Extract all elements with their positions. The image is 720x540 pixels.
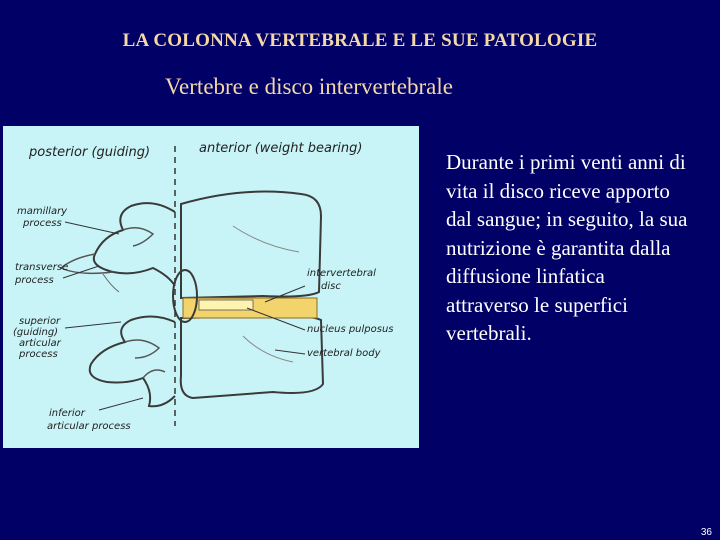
vertebra-drawing: [3, 126, 419, 448]
lower-posterior-elements: [90, 316, 175, 406]
label-inferior-articular: inferior articular process: [47, 408, 131, 432]
label-mamillary: mamillary process: [17, 206, 68, 229]
label-intervertebral-disc: intervertebral disc: [307, 268, 376, 292]
label-vertebral-body: vertebral body: [307, 348, 381, 359]
nucleus-pulposus: [199, 300, 253, 310]
label-nucleus-pulposus: nucleus pulposus: [307, 324, 394, 335]
body-line: Durante i primi venti anni di: [446, 150, 686, 174]
body-line: attraverso le superfici: [446, 292, 628, 317]
upper-posterior-elements: [94, 203, 175, 286]
vertebra-diagram: [3, 126, 419, 448]
label-anterior: anterior (weight bearing): [199, 141, 363, 156]
body-line: diffusione linfatica: [446, 264, 605, 288]
page-number: 36: [700, 527, 712, 538]
lower-vertebral-body: [181, 316, 323, 399]
label-superior-articular: superior (guiding) articular process: [13, 316, 61, 360]
upper-vertebral-body: [181, 192, 321, 298]
body-line: nutrizione è garantita dalla: [446, 235, 671, 260]
body-text: [446, 148, 718, 348]
body-line: dal sangue; in seguito, la sua: [446, 207, 688, 231]
label-posterior: posterior (guiding): [29, 145, 151, 160]
body-line: vita il disco riceve apporto: [446, 178, 670, 203]
body-line: vertebrali.: [446, 321, 532, 345]
slide-subtitle: Vertebre e disco intervertebrale: [165, 74, 453, 99]
label-transverse: transverse process: [15, 262, 69, 286]
slide-title: LA COLONNA VERTEBRALE E LE SUE PATOLOGIE: [122, 30, 598, 51]
